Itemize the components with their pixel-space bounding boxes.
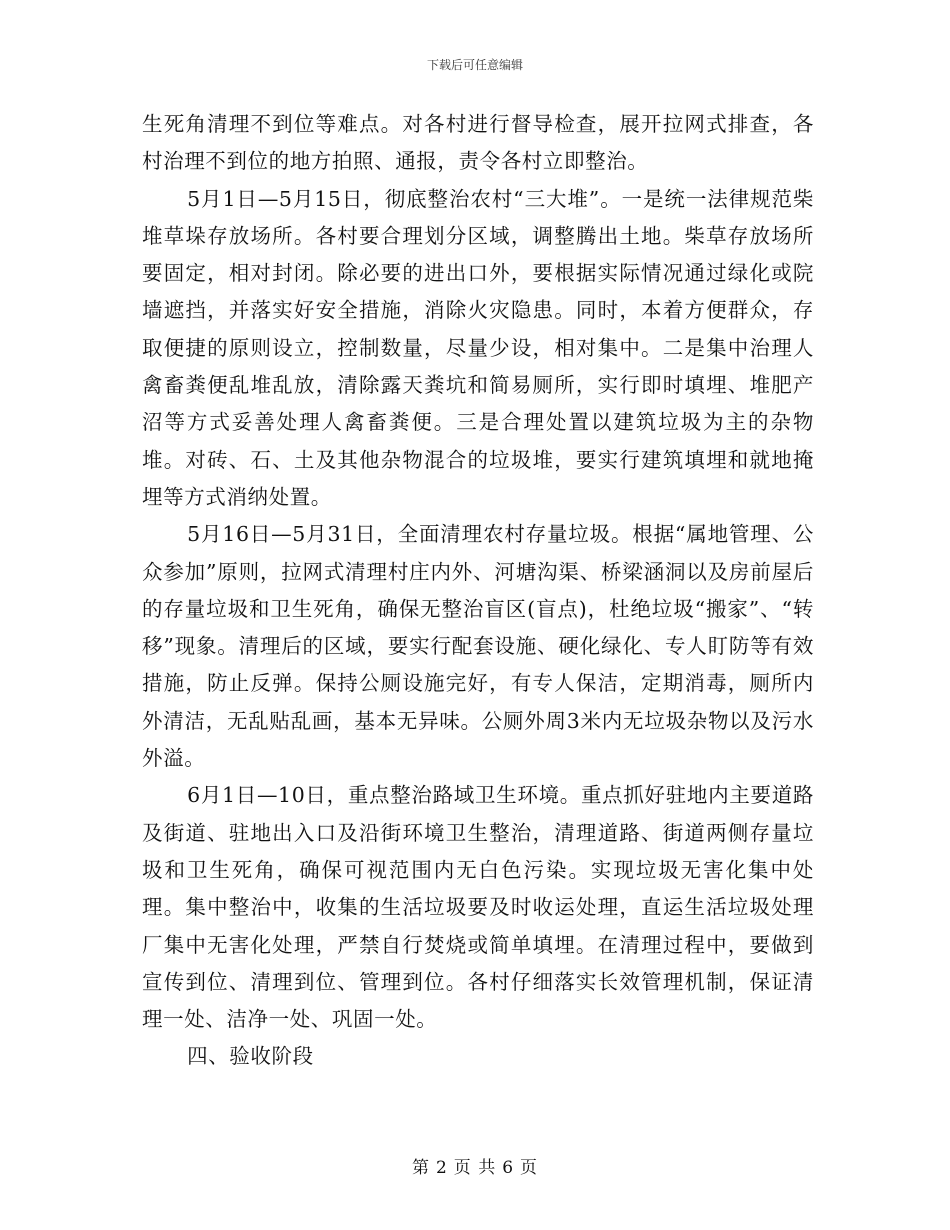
- footer-prefix: 第: [411, 1158, 430, 1178]
- header-note: 下载后可任意编辑: [426, 58, 523, 72]
- paragraph-june-1-10: 6月1日—10日，重点整治路域卫生环境。重点抓好驻地内主要道路及街道、驻地出入口及沿街环境卫生整治，清理道路、街道两侧存量垃圾和卫生死角，确保可视范围内无白色污染。实现垃圾无害化集中处理。集中整治中，收集的生活垃圾要及时收运处理，直运生活垃圾处理厂集中无害化处理，严禁自行焚烧或简单填埋。在清理过程中，要做到宣传到位、清理到位、管理到位。各村仔细落实长效管理机制，保证清理一处、洁净一处、巩固一处。: [142, 783, 814, 1032]
- paragraph-continued: 生死角清理不到位等难点。对各村进行督导检查，展开拉网式排查，各村治理不到位的地方拍照、通报，责令各村立即整治。: [142, 112, 814, 174]
- page-footer: [0, 1153, 950, 1178]
- footer-total-pages: 6: [502, 1158, 515, 1178]
- section-heading-acceptance: 四、验收阶段: [187, 1044, 314, 1069]
- footer-middle: 页 共: [453, 1158, 497, 1178]
- paragraph-may-1-15: 5月1日—5月15日，彻底整治农村“三大堆”。一是统一法律规范柴堆草垛存放场所。各村要合理划分区域，调整腾出土地。柴草存放场所要固定，相对封闭。除必要的进出口外，要根据实际情况通过绿化或院墙遮挡，并落实好安全措施，消除火灾隐患。同时，本着方便群众，存取便捷的原则设立，控制数量，尽量少设，相对集中。二是集中治理人禽畜粪便乱堆乱放，清除露天粪坑和简易厕所，实行即时填埋、堆肥产沼等方式妥善处理人禽畜粪便。三是合理处置以建筑垃圾为主的杂物堆。对砖、石、土及其他杂物混合的垃圾堆，要实行建筑填埋和就地掩埋等方式消纳处置。: [142, 186, 814, 509]
- footer-page-number: 2: [435, 1158, 448, 1178]
- document-body: [142, 106, 814, 1076]
- footer-suffix: 页: [520, 1158, 539, 1178]
- paragraph-may-16-31: 5月16日—5月31日，全面清理农村存量垃圾。根据“属地管理、公众参加”原则，拉网式清理村庄内外、河塘沟渠、桥梁涵洞以及房前屋后的存量垃圾和卫生死角，确保无整治盲区(盲点)，杜绝垃圾“搬家”、“转移”现象。清理后的区域，要实行配套设施、硬化绿化、专人盯防等有效措施，防止反弹。保持公厕设施完好，有专人保洁，定期消毒，厕所内外清洁，无乱贴乱画，基本无异味。公厕外周3米内无垃圾杂物以及污水外溢。: [142, 522, 814, 771]
